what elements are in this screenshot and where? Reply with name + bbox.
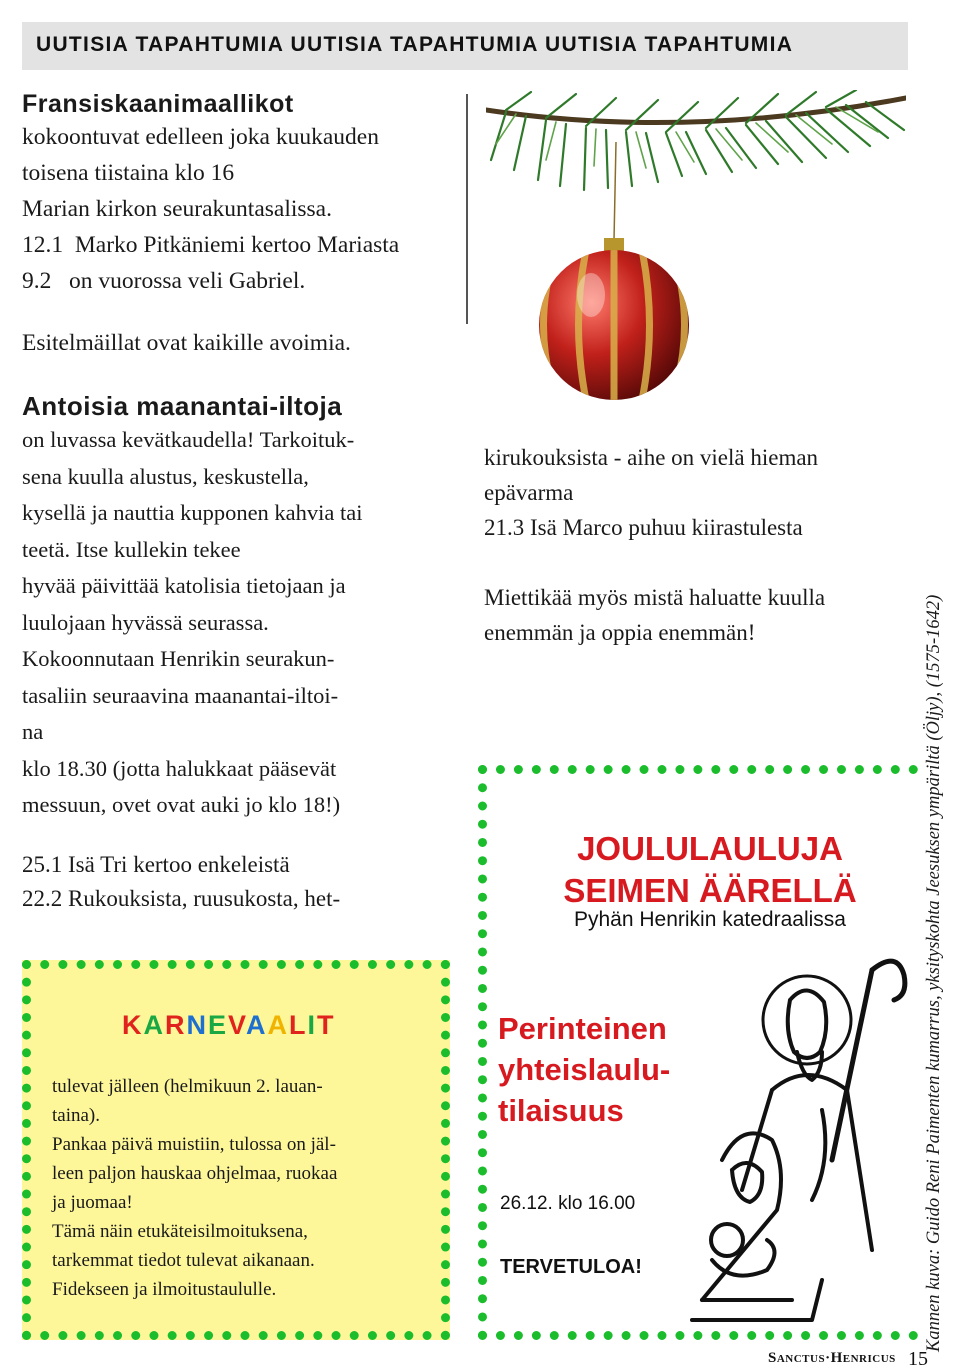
text-line: ja juomaa! xyxy=(52,1192,133,1213)
text-line: kokoontuvat edelleen joka kuukauden xyxy=(22,124,379,150)
maanantai-text xyxy=(22,422,462,824)
text-line: toisena tiistaina klo 16 xyxy=(22,160,235,186)
shepherd-staff xyxy=(832,961,905,1160)
joululauluja-title xyxy=(500,828,920,912)
christmas-ornament-illustration xyxy=(486,90,906,430)
left-column xyxy=(22,88,462,916)
joululauluja-subtitle: Pyhän Henrikin katedraalissa xyxy=(574,908,846,931)
nativity-drawing xyxy=(672,940,912,1340)
schedule-line: 22.2 Rukouksista, ruusukosta, het- xyxy=(22,885,341,911)
text-line: kysellä ja nauttia kupponen kahvia tai xyxy=(22,500,363,525)
karnevaalit-text xyxy=(52,1072,432,1304)
title-line: tilaisuus xyxy=(498,1093,624,1128)
title-line: SEIMEN ÄÄRELLÄ xyxy=(563,872,857,909)
event-date: 26.12. klo 16.00 xyxy=(500,1193,636,1214)
text-line: epävarma xyxy=(484,480,574,505)
karnevaalit-title xyxy=(122,1010,336,1041)
text-line: tarkemmat tiedot tulevat aikanaan. xyxy=(52,1250,315,1271)
text-line: na xyxy=(22,719,44,744)
text-line: teetä. Itse kullekin tekee xyxy=(22,536,241,562)
footer-brand: Sanctus·Henricus xyxy=(768,1350,896,1366)
title-letter: N xyxy=(186,1010,208,1040)
title-letter: A xyxy=(143,1010,165,1040)
text-line: 12.1 Marko Pitkäniemi kertoo Mariasta xyxy=(22,232,400,258)
joseph-figure xyxy=(742,976,872,1250)
maanantai-heading: Antoisia maanantai-iltoja xyxy=(22,391,343,421)
text-line: Tämä näin etukäteisilmoituksena, xyxy=(52,1221,308,1242)
title-letter: A xyxy=(267,1010,290,1040)
fransiskaanit-note: Esitelmäillat ovat kaikille avoimia. xyxy=(22,330,351,356)
title-letter: L xyxy=(289,1010,308,1040)
fransiskaanit-text xyxy=(22,119,462,299)
fir-branch xyxy=(486,90,906,190)
red-ornament-ball xyxy=(539,250,689,400)
title-line: JOULULAULUJA xyxy=(577,830,843,867)
cover-caption: Kannen kuva: Guido Reni Paimenten kumarrus, yksityskohta Jeesuksen ympäriltä (Öljy), (1575-1642) xyxy=(924,594,944,1352)
column-divider xyxy=(466,94,468,324)
text-line: hyvää päivittää katolisia tietojaan ja xyxy=(22,573,346,598)
text-line: Miettikää myös mistä haluatte kuulla xyxy=(484,585,826,610)
title-letter: E xyxy=(208,1010,229,1040)
title-letter: T xyxy=(317,1010,336,1040)
text-line: tasaliin seuraavina maanantai-iltoi- xyxy=(22,682,339,708)
title-letter: R xyxy=(165,1010,187,1040)
text-line: Fidekseen ja ilmoitustaululle. xyxy=(52,1279,277,1300)
fransiskaanit-heading: Fransiskaanimaallikot xyxy=(22,90,294,118)
text-line: on luvassa kevätkaudella! Tarkoituk- xyxy=(22,427,355,452)
title-line: Perinteinen xyxy=(498,1011,667,1046)
text-line: Kokoonnutaan Henrikin seurakun- xyxy=(22,646,335,671)
text-line: messuun, ovet ovat auki jo klo 18!) xyxy=(22,792,341,817)
title-letter: A xyxy=(246,1010,268,1040)
ornament-string xyxy=(614,142,616,240)
title-letter: I xyxy=(307,1010,318,1040)
title-line: yhteislaulu- xyxy=(498,1052,671,1087)
section-header: UUTISIA TAPAHTUMIA UUTISIA TAPAHTUMIA UUTISIA TAPAHTUMIA xyxy=(36,33,794,56)
title-letter: V xyxy=(228,1010,247,1040)
text-line: enemmän ja oppia enemmän! xyxy=(484,620,756,645)
text-line: 9.2 on vuorossa veli Gabriel. xyxy=(22,268,306,294)
infant-figure xyxy=(692,1224,822,1320)
ornament-cap xyxy=(604,238,624,252)
text-line: Marian kirkon seurakuntasalissa. xyxy=(22,196,332,222)
text-line: Pankaa päivä muistiin, tulossa on jäl- xyxy=(52,1134,336,1155)
welcome-text: TERVETULOA! xyxy=(500,1256,642,1278)
text-line: leen paljon hauskaa ohjelmaa, ruokaa xyxy=(52,1163,338,1184)
text-line: luulojaan hyvässä seurassa. xyxy=(22,609,269,635)
page-number: 15 xyxy=(908,1348,928,1370)
title-letter: K xyxy=(122,1010,144,1040)
text-line: kirukouksista - aihe on vielä hieman xyxy=(484,445,819,470)
schedule-line: 25.1 Isä Tri kertoo enkeleistä xyxy=(22,851,290,877)
text-line: taina). xyxy=(52,1105,101,1126)
text-line: tulevat jälleen (helmikuun 2. lauan- xyxy=(52,1076,323,1097)
maanantai-schedule xyxy=(22,848,462,916)
text-line: 21.3 Isä Marco puhuu kiirastulesta xyxy=(484,515,803,540)
text-line: klo 18.30 (jotta halukkaat pääsevät xyxy=(22,755,337,781)
text-line: sena kuulla alustus, keskustella, xyxy=(22,463,309,489)
right-column xyxy=(484,440,924,650)
